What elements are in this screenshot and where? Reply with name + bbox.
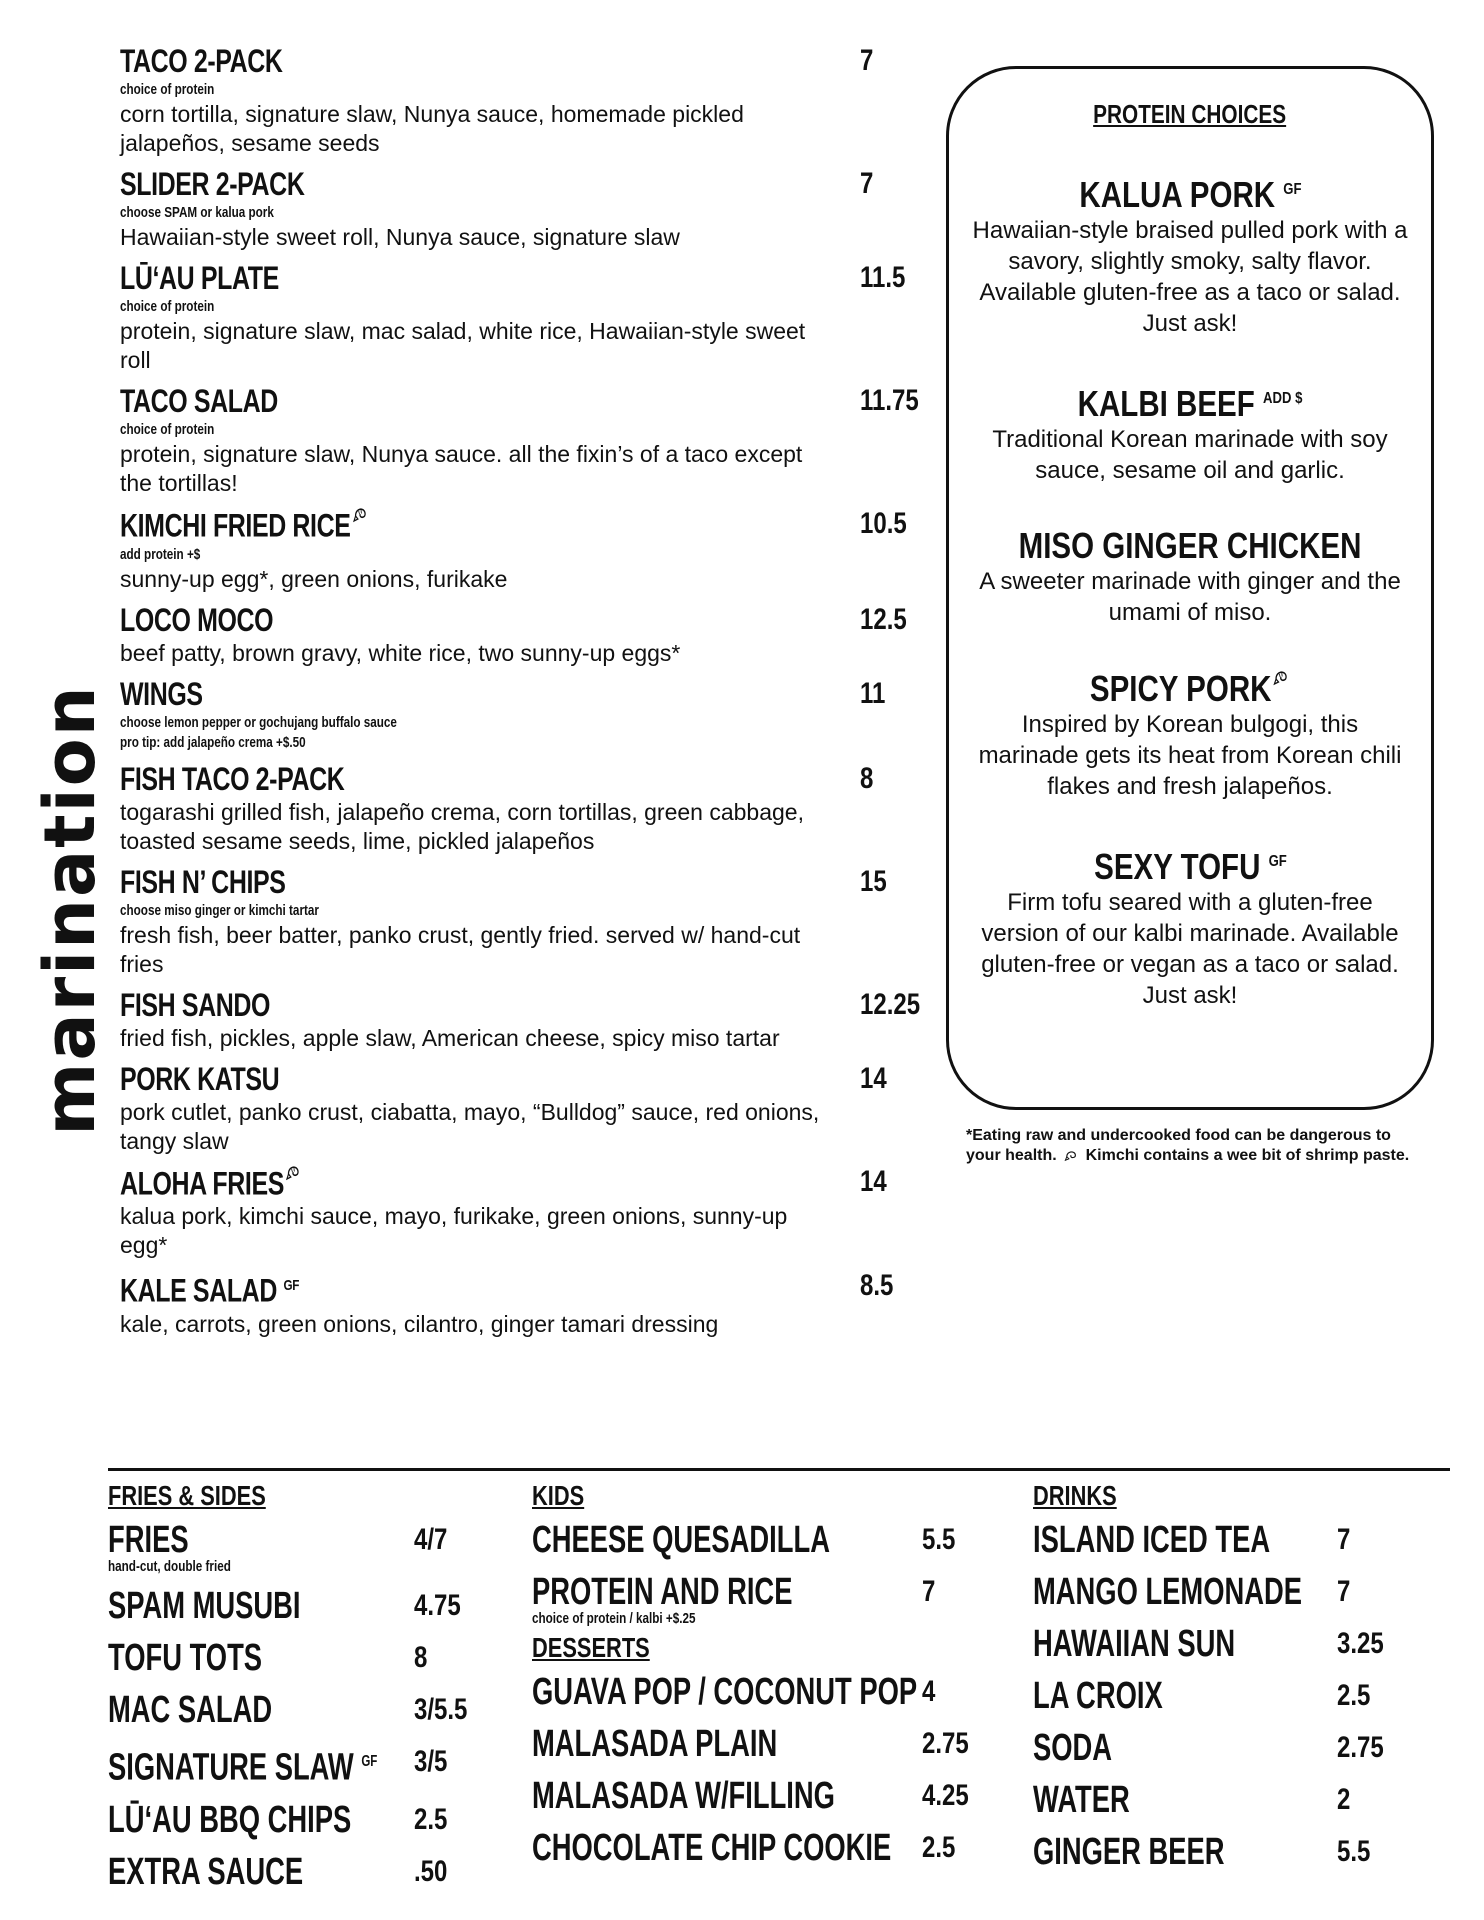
fries-sides-item xyxy=(108,1584,488,1628)
drinks-item xyxy=(1033,1518,1453,1562)
menu-item-name-text: SLIDER 2-PACK xyxy=(120,166,305,202)
protein-name xyxy=(1090,668,1290,709)
desserts-item xyxy=(532,1774,969,1818)
menu-item xyxy=(120,1267,920,1339)
item-price: 7 xyxy=(1337,1575,1351,1608)
fries-sides-item xyxy=(108,1850,488,1894)
kids-item xyxy=(532,1570,952,1628)
item-name-text: CHEESE QUESADILLA xyxy=(532,1519,830,1561)
protein-name-text: KALUA PORK xyxy=(1078,174,1275,215)
shrimp-icon xyxy=(286,1163,302,1183)
menu-item-note: add protein +$ xyxy=(120,545,201,563)
fries-sides-item xyxy=(108,1798,488,1842)
menu-item-name-text: LOCO MOCO xyxy=(120,601,274,638)
menu-item-description: kale, carrots, green onions, cilantro, ginger tamari dressing xyxy=(120,1310,719,1337)
shrimp-icon xyxy=(352,505,368,525)
menu-item-name-text: TACO SALAD xyxy=(120,383,278,419)
menu-item-name-text: LŪ‘AU PLATE xyxy=(120,260,279,296)
menu-item-price: 15 xyxy=(860,864,887,898)
drinks-item xyxy=(1033,1830,1453,1874)
menu-item-price: 7 xyxy=(860,44,874,77)
item-name-text: PROTEIN AND RICE xyxy=(532,1571,793,1613)
menu-item-note: pro tip: add jalapeño crema +$.50 xyxy=(120,733,306,751)
protein-header xyxy=(949,379,1431,424)
menu-item-price: 8.5 xyxy=(860,1269,894,1303)
item-name xyxy=(108,1850,303,1894)
protein-tag: ADD $ xyxy=(1262,390,1303,407)
menu-item-name-text: ALOHA FRIES xyxy=(120,1165,284,1202)
item-name-text: SODA xyxy=(1033,1727,1113,1769)
item-name-text: TOFU TOTS xyxy=(108,1637,263,1679)
item-price: 7 xyxy=(1337,1523,1351,1556)
menu-item-price: 7 xyxy=(860,167,874,200)
item-name-text: FRIES xyxy=(108,1519,189,1561)
item-name-text: CHOCOLATE CHIP COOKIE xyxy=(532,1827,892,1869)
menu-item-price: 14 xyxy=(860,1164,887,1198)
menu-item-name-text: WINGS xyxy=(120,675,203,712)
item-name xyxy=(108,1798,351,1842)
menu-item xyxy=(120,42,920,158)
item-name-text: GINGER BEER xyxy=(1033,1831,1225,1873)
menu-item-name xyxy=(120,42,283,80)
protein-name-text: KALBI BEEF xyxy=(1077,383,1255,424)
item-name xyxy=(532,1826,891,1870)
item-name-text: SIGNATURE SLAW xyxy=(108,1746,354,1789)
menu-item-price: 8 xyxy=(860,761,874,795)
item-name-text: HAWAIIAN SUN xyxy=(1033,1623,1236,1665)
fries-sides-list xyxy=(108,1518,488,1894)
protein-tag: GF xyxy=(1282,181,1302,198)
menu-item xyxy=(120,1163,920,1261)
menu-item-description: togarashi grilled fish, jalapeño crema, corn tortillas, green cabbage, toasted sesame seeds, lime, pickled jalapeños xyxy=(120,798,804,854)
brand-text: marination xyxy=(29,684,111,1136)
footnote xyxy=(966,1126,1446,1166)
protein-description: Hawaiian-style braised pulled pork with a savory, slightly smoky, salty flavor. Available gluten-free as a taco or salad. Just ask! xyxy=(972,217,1408,337)
item-name-text: MAC SALAD xyxy=(108,1689,273,1731)
menu-item-price: 10.5 xyxy=(860,507,907,540)
menu-item xyxy=(120,382,920,498)
menu-item-name xyxy=(120,1060,279,1098)
menu-item-name-text: KIMCHI FRIED RICE xyxy=(120,507,351,544)
item-price: 4.75 xyxy=(414,1589,461,1622)
menu-item-name-text: KALE SALAD xyxy=(120,1272,277,1309)
menu-item-price: 12.5 xyxy=(860,602,907,636)
item-name xyxy=(532,1518,830,1562)
item-price: 2 xyxy=(1337,1783,1351,1816)
menu-item xyxy=(120,760,920,856)
protein-choices-title: PROTEIN CHOICES xyxy=(1093,99,1287,129)
menu-item xyxy=(120,259,920,375)
brand-logo xyxy=(20,684,120,1136)
protein-item xyxy=(949,170,1431,339)
desserts-list xyxy=(532,1670,969,1870)
drinks-item xyxy=(1033,1726,1453,1770)
desserts-item xyxy=(532,1670,952,1714)
protein-item xyxy=(949,526,1431,628)
menu-item-price: 14 xyxy=(860,1061,887,1095)
item-name xyxy=(532,1722,777,1766)
item-name xyxy=(532,1670,917,1714)
fries-sides-item xyxy=(108,1636,488,1680)
item-price: 2.5 xyxy=(922,1831,956,1864)
menu-item-note: choose miso ginger or kimchi tartar xyxy=(120,901,319,919)
menu-item-name xyxy=(120,601,273,639)
protein-name xyxy=(1094,842,1287,887)
menu-item-price: 12.25 xyxy=(860,987,921,1021)
menu-item-name xyxy=(120,675,203,713)
menu-item-description: kalua pork, kimchi sauce, mayo, furikake, green onions, sunny-up egg* xyxy=(120,1203,788,1259)
item-price: 5.5 xyxy=(922,1523,956,1556)
item-name xyxy=(108,1518,189,1562)
menu-item-price: 11.5 xyxy=(860,261,906,294)
kids-list xyxy=(532,1518,956,1628)
menu-item-description: Hawaiian-style sweet roll, Nunya sauce, signature slaw xyxy=(120,224,680,250)
item-price: 3.25 xyxy=(1337,1627,1384,1660)
protein-choices-box xyxy=(946,66,1434,1110)
menu-item-tag: GF xyxy=(283,1277,299,1295)
item-price: 4.25 xyxy=(922,1779,969,1812)
menu-item xyxy=(120,863,920,979)
menu-item xyxy=(120,1060,920,1156)
menu-item-name xyxy=(120,505,368,545)
item-price: .50 xyxy=(414,1854,448,1888)
item-name xyxy=(1033,1674,1163,1718)
kids-item xyxy=(532,1518,956,1562)
item-name xyxy=(108,1740,377,1790)
drinks-title: DRINKS xyxy=(1033,1480,1117,1511)
menu-item-note: choice of protein xyxy=(120,298,215,315)
menu-item-description: fried fish, pickles, apple slaw, American cheese, spicy miso tartar xyxy=(120,1024,780,1051)
item-price: 4/7 xyxy=(414,1523,448,1556)
menu-item-description: protein, signature slaw, Nunya sauce. all the fixin’s of a taco except the tortillas! xyxy=(120,441,803,496)
protein-description: Firm tofu seared with a gluten-free version of our kalbi marinade. Available gluten-free or vegan as a taco or salad. Just ask! xyxy=(981,889,1399,1009)
menu-item xyxy=(120,601,920,668)
item-name-text: LA CROIX xyxy=(1033,1675,1163,1717)
footnote-line2b: Kimchi contains a wee bit of shrimp paste. xyxy=(1085,1147,1410,1164)
drinks-item xyxy=(1033,1570,1453,1614)
desserts-item xyxy=(532,1722,969,1766)
menu-item-name-text: PORK KATSU xyxy=(120,1060,280,1097)
item-price: 3/5.5 xyxy=(414,1693,468,1726)
item-tag: GF xyxy=(361,1753,378,1770)
menu-item-note: choose SPAM or kalua pork xyxy=(120,204,274,221)
menu-item-description: fresh fish, beer batter, panko crust, gently fried. served w/ hand-cut fries xyxy=(120,921,801,977)
item-note: hand-cut, double fried xyxy=(108,1558,231,1575)
menu-item-name xyxy=(120,382,278,420)
protein-name-text: SEXY TOFU xyxy=(1093,846,1260,887)
item-price: 2.75 xyxy=(1337,1731,1384,1764)
fries-sides-title: FRIES & SIDES xyxy=(108,1480,266,1511)
item-price: 5.5 xyxy=(1337,1835,1371,1868)
kids-title: KIDS xyxy=(532,1480,585,1511)
protein-description: Traditional Korean marinade with soy sauce, sesame oil and garlic. xyxy=(992,426,1388,484)
menu-item xyxy=(120,675,920,753)
item-price: 2.75 xyxy=(922,1727,969,1760)
menu-item-name xyxy=(120,259,279,297)
menu-item-name-text: TACO 2-PACK xyxy=(120,43,283,79)
protein-name-text: SPICY PORK xyxy=(1090,668,1272,709)
menu-item-name xyxy=(120,1163,301,1203)
item-name xyxy=(1033,1518,1270,1562)
protein-name-text: MISO GINGER CHICKEN xyxy=(1018,525,1362,566)
item-price: 2.5 xyxy=(414,1802,448,1836)
protein-list xyxy=(949,170,1431,1011)
kids-desserts-section xyxy=(532,1480,969,1878)
item-name xyxy=(108,1688,272,1732)
item-name xyxy=(1033,1622,1235,1666)
item-name xyxy=(108,1584,301,1628)
protein-header xyxy=(949,526,1431,566)
item-name-text: ISLAND ICED TEA xyxy=(1033,1519,1271,1561)
menu-item-description: protein, signature slaw, mac salad, white rice, Hawaiian-style sweet roll xyxy=(120,318,806,373)
protein-item xyxy=(949,842,1431,1011)
drinks-item xyxy=(1033,1674,1453,1718)
drinks-list xyxy=(1033,1518,1453,1874)
protein-description: A sweeter marinade with ginger and the umami of miso. xyxy=(979,568,1401,626)
section-divider xyxy=(108,1468,1450,1471)
item-name xyxy=(532,1774,835,1818)
footnote-line1: *Eating raw and undercooked food can be dangerous to xyxy=(966,1127,1391,1144)
menu-item-note: choose lemon pepper or gochujang buffalo sauce xyxy=(120,713,397,731)
desserts-title: DESSERTS xyxy=(532,1632,650,1663)
protein-item xyxy=(949,379,1431,486)
menu-item-name xyxy=(120,863,286,901)
item-name-text: EXTRA SAUCE xyxy=(108,1850,304,1893)
item-name-text: MALASADA PLAIN xyxy=(532,1723,778,1765)
menu-item-name-text: FISH SANDO xyxy=(120,986,271,1023)
menu-item-name xyxy=(120,1267,299,1310)
shrimp-icon xyxy=(1273,668,1289,688)
menu-item-description: corn tortilla, signature slaw, Nunya sauce, homemade pickled jalapeños, sesame seeds xyxy=(120,101,744,156)
item-name xyxy=(1033,1830,1225,1874)
protein-description: Inspired by Korean bulgogi, this marinade gets its heat from Korean chili flakes and fresh jalapeños. xyxy=(978,711,1402,800)
item-name xyxy=(108,1636,262,1680)
fries-sides-item xyxy=(108,1518,488,1576)
menu-item-price: 11.75 xyxy=(860,384,919,417)
item-name-text: LŪ‘AU BBQ CHIPS xyxy=(108,1798,352,1841)
footnote-line2a: your health. xyxy=(966,1147,1057,1164)
item-name-text: MANGO LEMONADE xyxy=(1033,1571,1303,1613)
item-price: 2.5 xyxy=(1337,1679,1371,1712)
menu-item-name-text: FISH N’ CHIPS xyxy=(120,863,286,900)
menu-item-description: sunny-up egg*, green onions, furikake xyxy=(120,565,508,592)
footnote-line2 xyxy=(966,1146,1446,1166)
fries-sides-section xyxy=(108,1480,488,1902)
drinks-section xyxy=(1033,1480,1453,1882)
item-price: 8 xyxy=(414,1641,428,1674)
item-name xyxy=(1033,1778,1130,1822)
item-name-text: SPAM MUSUBI xyxy=(108,1585,301,1627)
protein-name xyxy=(1079,170,1301,215)
menu-item-note: choice of protein xyxy=(120,81,215,98)
menu-item-name xyxy=(120,760,344,798)
menu-item-description: beef patty, brown gravy, white rice, two sunny-up eggs* xyxy=(120,639,681,666)
menu-item xyxy=(120,986,920,1053)
item-name xyxy=(1033,1570,1302,1614)
item-price: 7 xyxy=(922,1575,936,1608)
menu-item-name-text: FISH TACO 2-PACK xyxy=(120,760,345,797)
menu-item-name xyxy=(120,986,270,1024)
menu-item-price: 11 xyxy=(860,676,886,710)
item-price: 3/5 xyxy=(414,1745,448,1778)
protein-header xyxy=(949,668,1431,709)
item-name xyxy=(1033,1726,1112,1770)
fries-sides-item xyxy=(108,1688,488,1732)
menu-item-name xyxy=(120,165,304,203)
protein-tag: GF xyxy=(1268,853,1287,870)
menu-item xyxy=(120,505,920,594)
item-note: choice of protein / kalbi +$.25 xyxy=(532,1610,696,1627)
menu-item-description: pork cutlet, panko crust, ciabatta, mayo, “Bulldog” sauce, red onions, tangy slaw xyxy=(120,1098,820,1154)
protein-name xyxy=(1078,379,1303,424)
drinks-item xyxy=(1033,1778,1453,1822)
item-name xyxy=(532,1570,792,1614)
menu-item-note: choice of protein xyxy=(120,421,215,438)
main-menu xyxy=(120,42,920,1346)
item-name-text: MALASADA W/FILLING xyxy=(532,1775,835,1817)
protein-header xyxy=(949,842,1431,887)
item-name-text: GUAVA POP / COCONUT POP xyxy=(532,1671,918,1713)
item-name-text: WATER xyxy=(1033,1779,1130,1821)
menu-item xyxy=(120,165,920,252)
protein-item xyxy=(949,668,1431,802)
item-price: 4 xyxy=(922,1675,936,1708)
protein-header xyxy=(949,170,1431,215)
desserts-item xyxy=(532,1826,956,1870)
fries-sides-item xyxy=(108,1740,488,1790)
shrimp-icon xyxy=(1064,1149,1078,1163)
protein-name xyxy=(1019,526,1362,566)
drinks-item xyxy=(1033,1622,1453,1666)
